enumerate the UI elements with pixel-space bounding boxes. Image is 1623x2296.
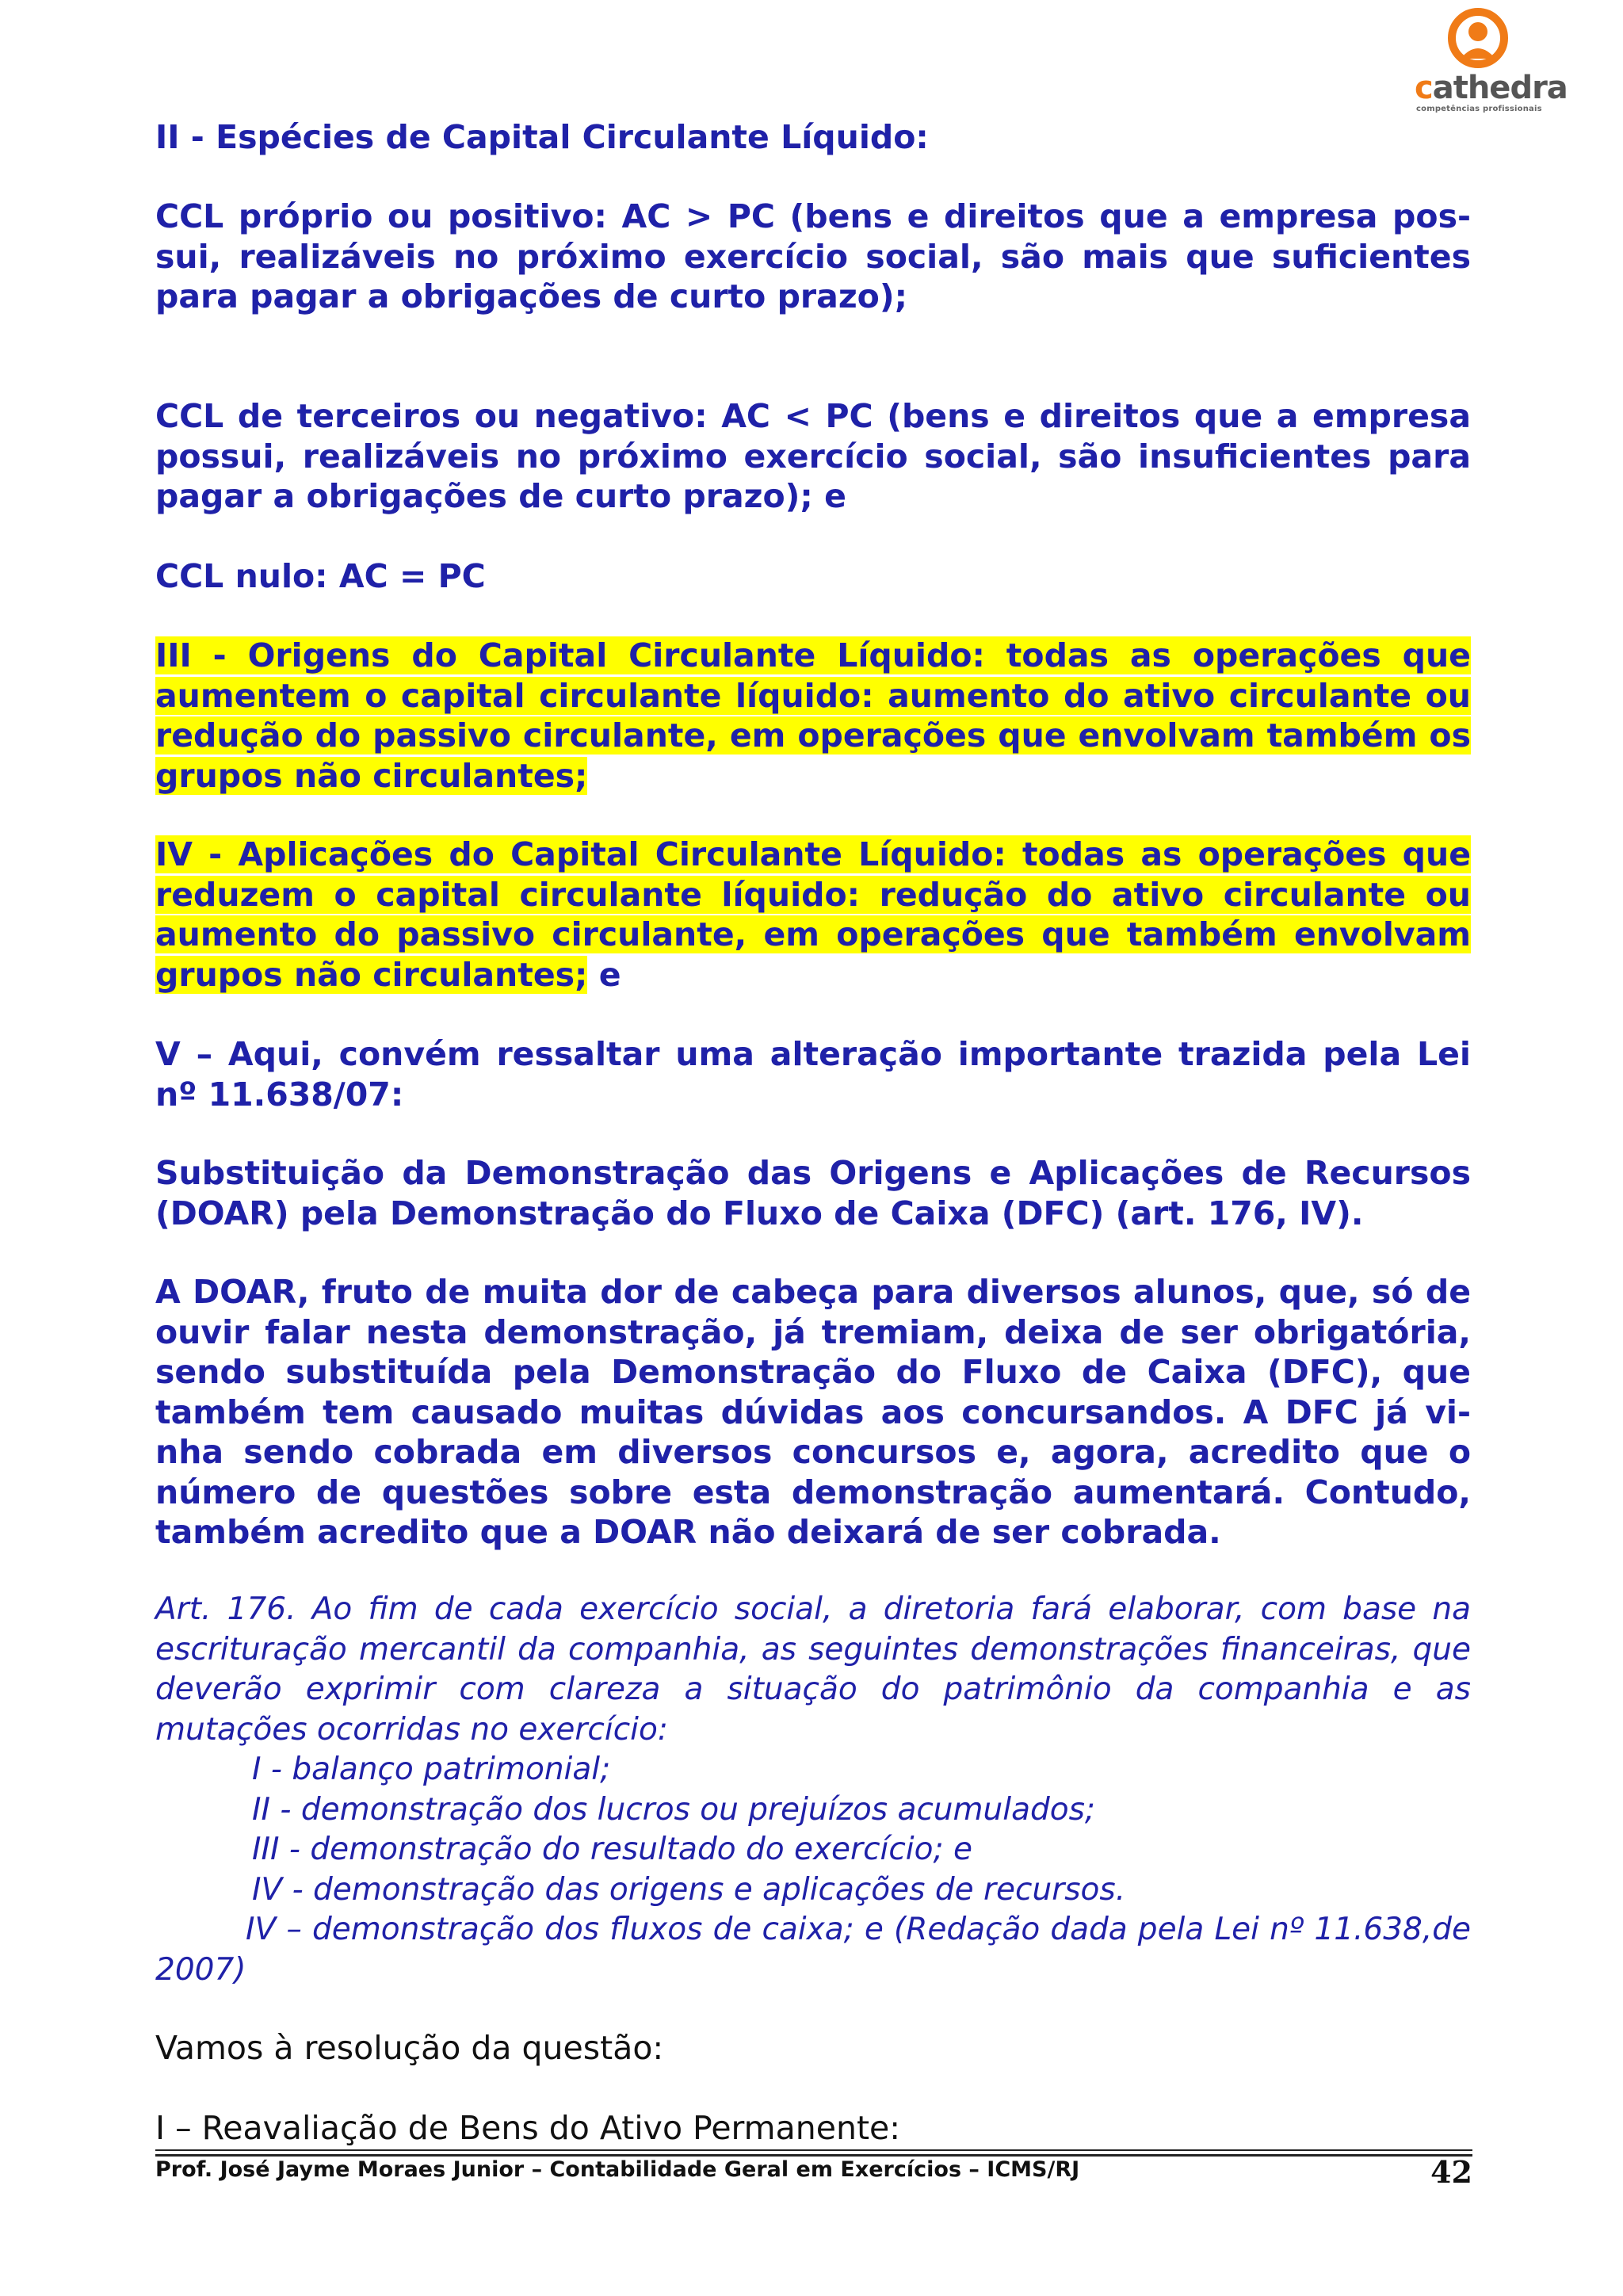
paragraph-substituicao: Substituição da Demonstração das Origens e Aplicações de Recursos (DOAR) pela Demonstração do Fluxo de Caixa (DFC) (art. 176, IV). — [155, 1154, 1471, 1232]
paragraph-item-i: I – Reavaliação de Bens do Ativo Permanente: — [155, 2109, 901, 2147]
art-176-intro: Art. 176. Ao fim de cada exercício social, a diretoria fará elaborar, com base na escrituração mercantil da companhia, as seguintes demonstrações financeiras, que deverão exprimir com clareza a situação do patrimônio da companhia e as mutações ocorridas no exercício: — [155, 1591, 1471, 1748]
art-176-item-iv-new: IV – demonstração dos fluxos de caixa; e (Redação dada pela Lei nº 11.638,de 2007) — [155, 1912, 1471, 1988]
art-176-item-i: I - balanço patrimonial; — [252, 1752, 611, 1787]
paragraph-ccl-nulo: CCL nulo: AC = PC — [155, 557, 486, 595]
page-number: 42 — [1430, 2154, 1472, 2190]
highlight-aplicacoes: IV - Aplicações do Capital Circulante Líquido: todas as operações que reduzem o capital circulante líquido: redução do ativo circulante ou aumento do passivo circulante, em operações que também envolvam grupos não circulantes; — [155, 835, 1471, 994]
art-176-item-iv-old: IV - demonstração das origens e aplicações de recursos. — [252, 1871, 1126, 1908]
art-176-item-iii: III - demonstração do resultado do exercício; e — [252, 1832, 973, 1867]
footer-rule-bottom — [155, 2154, 1472, 2157]
paragraph-origens-highlighted — [155, 636, 1471, 796]
paragraph-ccl-terceiros: CCL de terceiros ou negativo: AC < PC (bens e direitos que a empresa possui, realizáveis no próximo exercício social, são insuficientes para pagar a obrigações de curto prazo); e — [155, 397, 1471, 515]
paragraph-aplicacoes-highlighted — [155, 835, 1471, 995]
paragraph-item-v: V – Aqui, convém ressaltar uma alteração importante trazida pela Lei nº 11.638/07: — [155, 1035, 1471, 1114]
paragraph-resolucao: Vamos à resolução da questão: — [155, 2029, 664, 2067]
cathedra-logo — [1407, 6, 1568, 113]
paragraph-doar: A DOAR, fruto de muita dor de cabeça para diversos alunos, que, só de ouvir falar nesta demonstração, já tremiam, deixa de ser obrigatória, sendo substituída pela Demonstração do Fluxo de Caixa (DFC), que também tem causado muitas dúvidas aos concursandos. A DFC já vi-nha sendo cobrada em diversos concursos e, agora, acredito que o número de questões sobre esta demonstração aumentará. Contudo, também acredito que a DOAR não deixará de ser cobrada. — [155, 1273, 1471, 1551]
art-176-quote — [155, 1590, 1471, 1990]
logo-wordmark: cathedra — [1415, 70, 1568, 106]
heading-ii: II - Espécies de Capital Circulante Líquido: — [155, 118, 929, 156]
highlight-origens: III - Origens do Capital Circulante Líquido: todas as operações que aumentem o capital circulante líquido: aumento do ativo circulante ou redução do passivo circulante, em operações que envolvam também os grupos não circulantes; — [155, 636, 1471, 795]
aplicacoes-tail: e — [587, 955, 621, 994]
paragraph-ccl-proprio: CCL próprio ou positivo: AC > PC (bens e direitos que a empresa pos-sui, realizáveis no próximo exercício social, são mais que suficientes para pagar a obrigações de curto prazo); — [155, 197, 1471, 315]
footer-author-text: Prof. José Jayme Moraes Junior – Contabilidade Geral em Exercícios – ICMS/RJ — [155, 2157, 1080, 2182]
logo-tagline: competências profissionais — [1416, 105, 1542, 113]
person-logo-icon — [1446, 6, 1510, 70]
art-176-item-ii: II - demonstração dos lucros ou prejuízos acumulados; — [252, 1791, 1096, 1828]
footer-rule-top — [155, 2149, 1472, 2151]
